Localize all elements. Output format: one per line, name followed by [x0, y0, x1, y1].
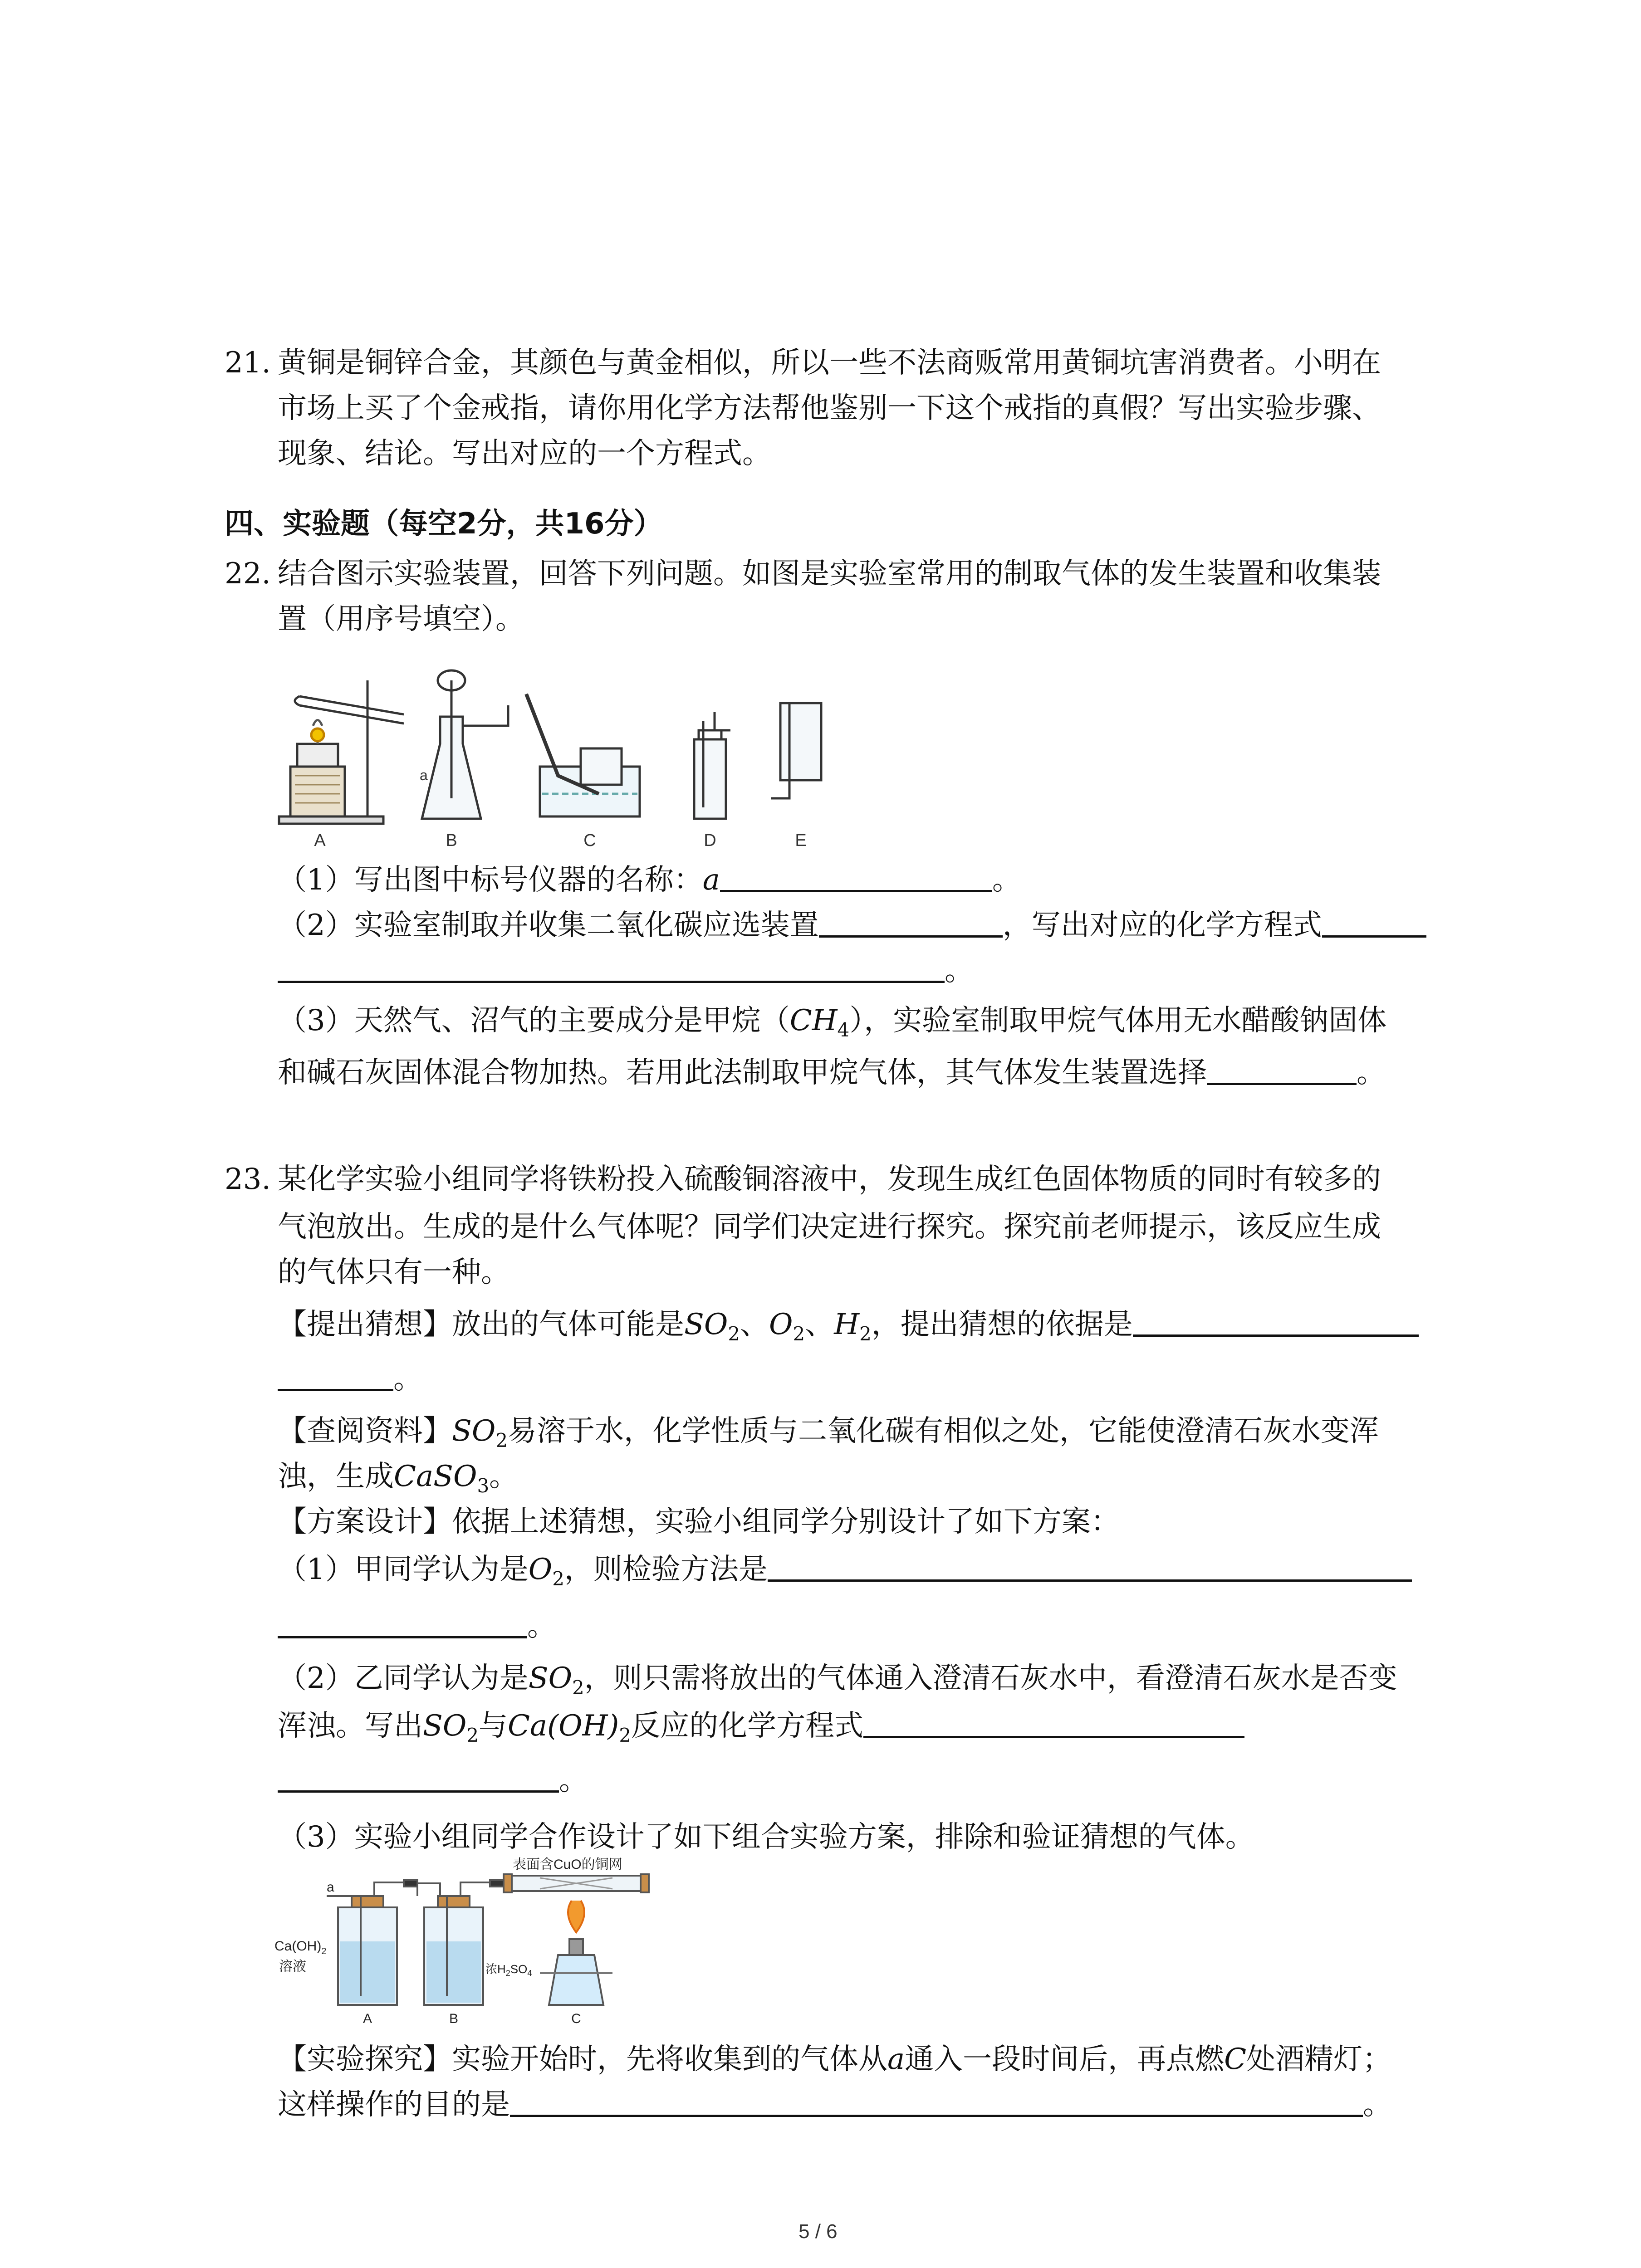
fig1-label-d: D — [704, 831, 716, 850]
q22-3-answer-blank[interactable] — [1207, 1056, 1357, 1085]
fig1-label-e: E — [795, 831, 807, 850]
q22-part-3-line-1: （3）天然气、沼气的主要成分是甲烷$(CH_4)$，实验室制取甲烷气体用无水醋酸钠固体 — [278, 1004, 1387, 1041]
q22-1-answer-blank[interactable] — [720, 863, 992, 892]
q23-line-2: 气泡放出。生成的是什么气体呢？同学们决定进行探究。探究前老师提示，该反应生成 — [278, 1210, 1381, 1244]
apparatus-figure-1 — [272, 662, 907, 853]
q22-line-2: 置（用序号填空）。 — [278, 602, 524, 636]
q21-line-1: 黄铜是铜锌合金，其颜色与黄金相似，所以一些不法商贩常用黄铜坑害消费者。小明在 — [278, 346, 1381, 380]
q23-info-line-2: 浊，生成CaSO$_3$。 — [278, 1460, 519, 1497]
fig2-top-label: 表面含CuO的铜网 — [513, 1857, 622, 1872]
q23-design-3: （3）实验小组同学合作设计了如下组合实验方案，排除和验证猜想的气体。 — [278, 1820, 1254, 1854]
q23-explore-line-2: 这样操作的目的是 。 — [278, 2088, 1392, 2121]
fig2-caoh-label: $Ca(OH)_2$ — [274, 1939, 327, 1956]
q22-2-apparatus-blank[interactable] — [819, 908, 1003, 938]
q22-line-1: 结合图示实验装置，回答下列问题。如图是实验室常用的制取气体的发生装置和收集装 — [278, 557, 1381, 591]
q23-guess-blank-b[interactable] — [278, 1362, 393, 1391]
q23-guess-line-1: 【提出猜想】放出的气体可能是$SO_2$、$O_2$、$H_2$，提出猜想的依据是 — [278, 1306, 1419, 1352]
q23-design-2-line-3: 。 — [278, 1762, 588, 1799]
q23-d1-blank-a[interactable] — [768, 1552, 1412, 1582]
q22-part-2-line-1: （2）实验室制取并收集二氧化碳应选装置 ，写出对应的化学方程式 — [278, 907, 1426, 943]
fig2-label-a: A — [362, 2011, 372, 2026]
q23-d2-blank-b[interactable] — [278, 1763, 559, 1793]
q22-2-equation-blank-b[interactable] — [278, 953, 945, 983]
q23-d1-blank-b[interactable] — [278, 1609, 527, 1638]
fig1-label-c: C — [583, 831, 596, 850]
fig2-label-b: B — [449, 2011, 459, 2026]
q23-design-1-line-1: （1）甲同学认为是$O_2$，则检验方法是 — [278, 1551, 1412, 1597]
q23-explore-blank[interactable] — [510, 2087, 1363, 2117]
q23-info-line-1: 【查阅资料】$SO_2$易溶于水，化学性质与二氧化碳有相似之处，它能使澄清石灰水变浑 — [278, 1414, 1379, 1452]
section-title: 四、实验题（每空2分，共16分） — [225, 507, 663, 541]
q22-number: 22. — [225, 557, 271, 591]
q23-design-2-line-1: （2）乙同学认为是$SO_2$，则只需将放出的气体通入澄清石灰水中，看澄清石灰水是否变 — [278, 1662, 1397, 1699]
q23-explore-line-1: 【实验探究】实验开始时，先将收集到的气体从a通入一段时间后，再点燃C处酒精灯； — [278, 2043, 1392, 2076]
q23-line-3: 的气体只有一种。 — [278, 1256, 510, 1289]
fig1-label-a: A — [314, 831, 326, 850]
fig1-label-b: B — [446, 831, 457, 850]
apparatus-figure-2 — [268, 1855, 676, 2028]
q23-design-2-line-2: 浑浊。写出$SO_2$与$Ca(OH)_2$反应的化学方程式 — [278, 1708, 1244, 1754]
q23-line-1: 某化学实验小组同学将铁粉投入硫酸铜溶液中，发现生成红色固体物质的同时有较多的 — [278, 1163, 1381, 1196]
fig2-inlet-a: a — [327, 1880, 334, 1895]
q21-line-3: 现象、结论。写出对应的一个方程式。 — [278, 437, 771, 470]
q23-guess-line-2: 。 — [278, 1361, 422, 1397]
fig1-label-instrument-a: a — [420, 767, 428, 783]
q22-2-equation-blank-a[interactable] — [1322, 908, 1426, 938]
q22-part-1: （1）写出图中标号仪器的名称：a 。 — [278, 863, 1021, 897]
q23-number: 23. — [225, 1163, 271, 1196]
q23-d2-blank-a[interactable] — [863, 1709, 1244, 1738]
q23-guess-blank-a[interactable] — [1133, 1307, 1419, 1337]
q21-number: 21. — [225, 346, 271, 380]
q22-part-2-line-2: 。 — [278, 953, 974, 989]
page-number: 5 / 6 — [798, 2220, 838, 2243]
fig2-solution-label: 溶液 — [279, 1959, 306, 1974]
q23-design-1-line-2: 。 — [278, 1608, 556, 1644]
q22-part-3-line-2: 和碱石灰固体混合物加热。若用此法制取甲烷气体，其气体发生装置选择 。 — [278, 1056, 1386, 1090]
q23-design: 【方案设计】依据上述猜想，实验小组同学分别设计了如下方案： — [278, 1505, 1120, 1539]
fig2-label-c: C — [571, 2011, 581, 2026]
fig2-h2so4-label: 浓$H_2SO_4$ — [485, 1962, 532, 1978]
q21-line-2: 市场上买了个金戒指，请你用化学方法帮他鉴别一下这个戒指的真假？写出实验步骤、 — [278, 391, 1381, 425]
